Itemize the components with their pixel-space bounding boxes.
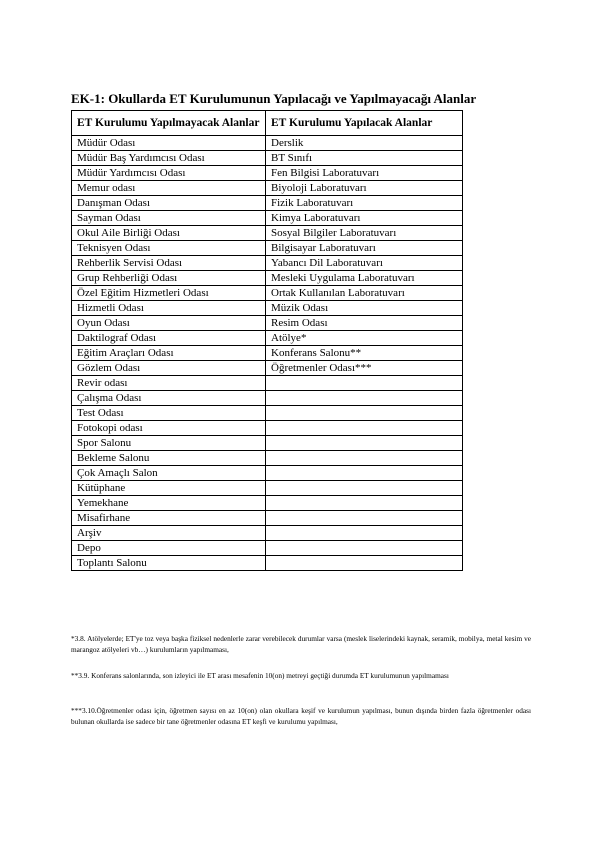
installed-cell <box>266 451 463 466</box>
table-row <box>72 301 463 316</box>
not-installed-cell: Oyun Odası <box>72 316 266 331</box>
installed-cell: Mesleki Uygulama Laboratuvarı <box>266 271 463 286</box>
not-installed-cell: Arşiv <box>72 526 266 541</box>
table-row <box>72 406 463 421</box>
installed-cell <box>266 421 463 436</box>
table-row <box>72 226 463 241</box>
document-title: EK-1: Okullarda ET Kurulumunun Yapılacağı ve Yapılmayacağı Alanlar <box>71 91 477 106</box>
table-row <box>72 256 463 271</box>
not-installed-cell: Eğitim Araçları Odası <box>72 346 266 361</box>
not-installed-cell: Depo <box>72 541 266 556</box>
installed-cell: Yabancı Dil Laboratuvarı <box>266 256 463 271</box>
areas-table <box>71 110 463 571</box>
table-row <box>72 361 463 376</box>
not-installed-cell: Revir odası <box>72 376 266 391</box>
not-installed-cell: Hizmetli Odası <box>72 301 266 316</box>
not-installed-cell: Teknisyen Odası <box>72 241 266 256</box>
not-installed-cell: Fotokopi odası <box>72 421 266 436</box>
not-installed-cell: Gözlem Odası <box>72 361 266 376</box>
not-installed-cell: Spor Salonu <box>72 436 266 451</box>
table-row <box>72 196 463 211</box>
installed-cell <box>266 511 463 526</box>
header-not-installed: ET Kurulumu Yapılmayacak Alanlar <box>72 111 266 136</box>
not-installed-cell: Rehberlik Servisi Odası <box>72 256 266 271</box>
table-row <box>72 346 463 361</box>
table-row <box>72 211 463 226</box>
not-installed-cell: Misafirhane <box>72 511 266 526</box>
not-installed-cell: Toplantı Salonu <box>72 556 266 571</box>
table-row <box>72 421 463 436</box>
not-installed-cell: Kütüphane <box>72 481 266 496</box>
installed-cell: Ortak Kullanılan Laboratuvarı <box>266 286 463 301</box>
installed-cell: Kimya Laboratuvarı <box>266 211 463 226</box>
table-row <box>72 166 463 181</box>
table-row <box>72 331 463 346</box>
installed-cell: Öğretmenler Odası*** <box>266 361 463 376</box>
table-row <box>72 271 463 286</box>
installed-cell: Fen Bilgisi Laboratuvarı <box>266 166 463 181</box>
installed-cell <box>266 526 463 541</box>
table-row <box>72 526 463 541</box>
installed-cell <box>266 496 463 511</box>
not-installed-cell: Memur odası <box>72 181 266 196</box>
installed-cell: Bilgisayar Laboratuvarı <box>266 241 463 256</box>
installed-cell: BT Sınıfı <box>266 151 463 166</box>
table-row <box>72 451 463 466</box>
installed-cell <box>266 406 463 421</box>
not-installed-cell: Müdür Yardımcısı Odası <box>72 166 266 181</box>
not-installed-cell: Müdür Baş Yardımcısı Odası <box>72 151 266 166</box>
table-row <box>72 376 463 391</box>
not-installed-cell: Daktilograf Odası <box>72 331 266 346</box>
table-body <box>72 136 463 571</box>
installed-cell <box>266 556 463 571</box>
table-row <box>72 316 463 331</box>
not-installed-cell: Yemekhane <box>72 496 266 511</box>
installed-cell: Sosyal Bilgiler Laboratuvarı <box>266 226 463 241</box>
not-installed-cell: Test Odası <box>72 406 266 421</box>
table-row <box>72 136 463 151</box>
installed-cell: Biyoloji Laboratuvarı <box>266 181 463 196</box>
table-row <box>72 496 463 511</box>
installed-cell: Atölye* <box>266 331 463 346</box>
footnote-conference-hall: **3.9. Konferans salonlarında, son izleyici ile ET arası mesafenin 10(on) metreyi geçtiği durumda ET kurulumunun yapılmaması <box>71 671 449 680</box>
table-row <box>72 541 463 556</box>
installed-cell: Müzik Odası <box>266 301 463 316</box>
installed-cell <box>266 376 463 391</box>
table-row <box>72 511 463 526</box>
not-installed-cell: Okul Aile Birliği Odası <box>72 226 266 241</box>
footnote-workshop: *3.8. Atölyelerde; ET'ye toz veya başka fiziksel nedenlerle zarar verebilecek durumlar varsa (meslek liselerindeki kaynak, seramik, mobilya, metal kesim ve marangoz atölyeleri vb…) kurulumların yapılmaması, <box>71 634 531 654</box>
table-row <box>72 436 463 451</box>
not-installed-cell: Çalışma Odası <box>72 391 266 406</box>
not-installed-cell: Danışman Odası <box>72 196 266 211</box>
installed-cell <box>266 436 463 451</box>
header-installed: ET Kurulumu Yapılacak Alanlar <box>266 111 463 136</box>
table-row <box>72 391 463 406</box>
table-header-row <box>72 111 463 136</box>
table-row <box>72 286 463 301</box>
not-installed-cell: Grup Rehberliği Odası <box>72 271 266 286</box>
table-row <box>72 556 463 571</box>
table-row <box>72 151 463 166</box>
not-installed-cell: Müdür Odası <box>72 136 266 151</box>
installed-cell: Derslik <box>266 136 463 151</box>
footnote-teachers-room: ***3.10.Öğretmenler odası için, öğretmen sayısı en az 10(on) olan okullara keşif ve kurulumun yapılması, bunun dışında birden fazla öğretmenler odası bulunan okullarda ise sadece bir tane öğretmenler odasına ET keşfi ve kurulumu yapılması, <box>71 706 531 726</box>
installed-cell <box>266 466 463 481</box>
not-installed-cell: Özel Eğitim Hizmetleri Odası <box>72 286 266 301</box>
not-installed-cell: Çok Amaçlı Salon <box>72 466 266 481</box>
table-row <box>72 241 463 256</box>
installed-cell <box>266 481 463 496</box>
table-row <box>72 466 463 481</box>
installed-cell: Konferans Salonu** <box>266 346 463 361</box>
not-installed-cell: Sayman Odası <box>72 211 266 226</box>
not-installed-cell: Bekleme Salonu <box>72 451 266 466</box>
table-row <box>72 181 463 196</box>
installed-cell <box>266 391 463 406</box>
installed-cell: Resim Odası <box>266 316 463 331</box>
installed-cell: Fizik Laboratuvarı <box>266 196 463 211</box>
table-row <box>72 481 463 496</box>
installed-cell <box>266 541 463 556</box>
